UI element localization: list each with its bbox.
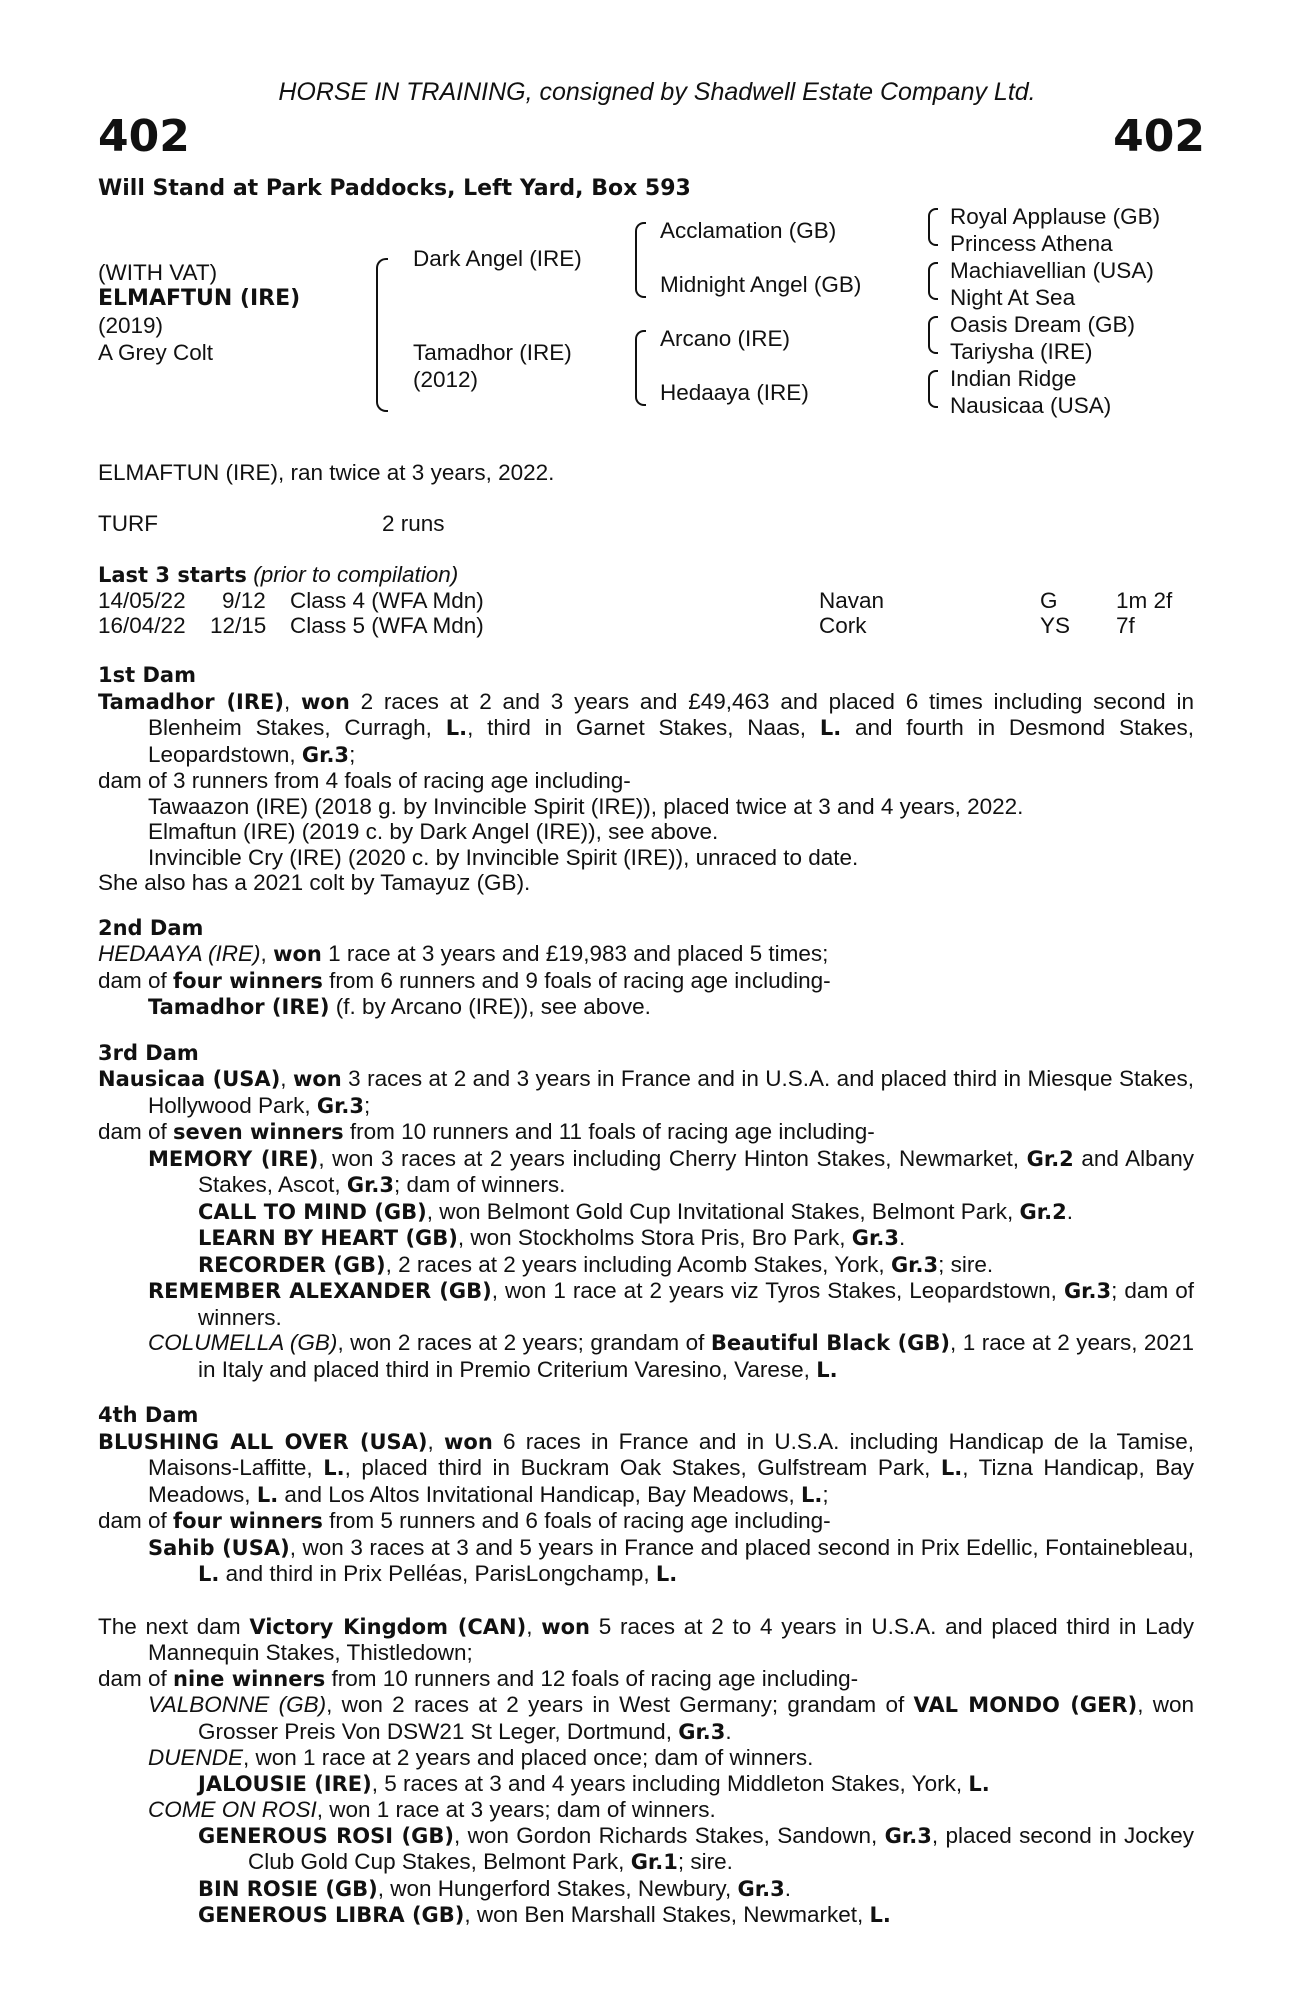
winners-count: four winners <box>173 1509 323 1533</box>
won-label: won <box>292 1067 342 1091</box>
pedigree-dam: Tamadhor (IRE) <box>413 340 572 365</box>
produce-item <box>98 1902 1194 1929</box>
produce-text: , won 2 races at 2 years in West Germany; grandam of <box>326 1692 914 1717</box>
produce-item <box>98 1146 1194 1199</box>
produce-note: She also has a 2021 colt by Tamayuz (GB). <box>98 870 531 895</box>
pedigree-dam-year: (2012) <box>413 367 479 392</box>
start-course: Cork <box>819 613 867 638</box>
produce-text: , won Gordon Richards Stakes, Sandown, <box>453 1822 885 1848</box>
produce-text: , placed second in Jockey Club Gold Cup Stakes, Belmont Park, <box>248 1822 1194 1874</box>
produce-name: GENEROUS ROSI (GB) <box>198 1823 454 1848</box>
produce-item <box>98 1771 1194 1798</box>
pedigree-brace-g2 <box>928 262 938 300</box>
punctuation: . <box>725 1718 732 1744</box>
produce-item <box>98 1692 1194 1745</box>
produce-name: GENEROUS LIBRA (GB) <box>198 1903 465 1927</box>
pedigree-brace-g4 <box>928 370 938 408</box>
text: dam of <box>98 1119 174 1144</box>
produce-item <box>98 1823 1194 1876</box>
group-label: Gr.1 <box>630 1850 678 1874</box>
produce-item <box>98 1745 1194 1771</box>
produce-text: (f. by Arcano (IRE)), see above. <box>329 994 651 1019</box>
start-going: YS <box>1040 613 1071 638</box>
dam-name: Tamadhor (IRE) <box>98 689 284 714</box>
winners-count: four winners <box>173 968 323 993</box>
record-text: , Tizna Handicap, Bay Meadows, <box>148 1455 1195 1507</box>
listed-label: L. <box>819 716 842 740</box>
won-label: won <box>301 689 350 714</box>
listed-label: L. <box>869 1903 891 1927</box>
last-starts-heading <box>98 562 458 589</box>
turf-runs: 2 runs <box>382 511 445 536</box>
fourth-dam-produce-summary <box>98 1508 1194 1535</box>
section-heading: 1st Dam <box>98 663 196 687</box>
produce-text: , 1 race at 2 years, 2021 in Italy and placed third in Premio Criterium Varesino, Varese, <box>198 1330 1194 1382</box>
pedigree-g3: Machiavellian (USA) <box>950 258 1154 283</box>
record-text: and Los Altos Invitational Handicap, Bay Meadows, <box>278 1481 801 1507</box>
produce-name: COME ON ROSI <box>148 1797 317 1822</box>
produce-text: , won Hungerford Stakes, Newbury, <box>377 1875 738 1901</box>
text: from 10 runners and 12 foals of racing age including- <box>325 1665 859 1691</box>
produce-text: , won 2 races at 2 years; grandam of <box>337 1330 711 1355</box>
winners-count: seven winners <box>173 1120 344 1144</box>
start-class: Class 5 (WFA Mdn) <box>290 613 484 638</box>
pedigree-dam-sire: Arcano (IRE) <box>660 326 791 351</box>
section-heading: 2nd Dam <box>98 915 204 940</box>
produce-text: , won Grosser Preis Von DSW21 St Leger, Dortmund, <box>198 1692 1195 1744</box>
second-dam-produce-summary <box>98 968 1194 995</box>
pedigree-g2: Princess Athena <box>950 231 1113 256</box>
dam-name: Victory Kingdom (CAN) <box>249 1614 527 1639</box>
pedigree-g4: Night At Sea <box>950 285 1076 310</box>
third-dam-section <box>98 1041 1194 1384</box>
section-heading: 3rd Dam <box>98 1040 199 1065</box>
vat-note: (WITH VAT) <box>98 260 218 285</box>
produce-item <box>98 1535 1194 1588</box>
text: dam of <box>98 1665 174 1691</box>
produce-text: , 5 races at 3 and 4 years including Middleton Stakes, York, <box>371 1770 969 1796</box>
listed-label: L. <box>323 1456 345 1480</box>
third-dam-record: Nausicaa (USA), won 3 races at 2 and 3 years in France and in U.S.A. and placed third in Miesque Stakes, Hollywood Park, Gr.3; <box>98 1066 1194 1118</box>
pedigree-sire-dam: Midnight Angel (GB) <box>660 272 862 297</box>
record-text: 5 races at 2 to 4 years in U.S.A. and placed third in Lady Mannequin Stakes, Thistledown; <box>148 1613 1194 1665</box>
first-dam-record: Tamadhor (IRE), won 2 races at 2 and 3 years and £49,463 and placed 6 times including second in Blenheim Stakes, Curragh, L., third in Garnet Stakes, Naas, L. and fourth in Desmond Stakes, Leopardstown, Gr.3; <box>98 688 1194 767</box>
punctuation: . <box>898 1225 906 1250</box>
text: from 10 runners and 11 foals of racing age including- <box>343 1119 875 1144</box>
produce-item <box>98 994 1194 1021</box>
produce-text: , 2 races at 2 years including Acomb Stakes, York, <box>385 1251 891 1277</box>
start-position: 9/12 <box>222 588 266 613</box>
third-dam-produce-summary <box>98 1119 1194 1146</box>
pedigree-brace-dam <box>635 330 646 406</box>
group-label: Gr.2 <box>1019 1199 1067 1224</box>
produce-item <box>98 1252 1194 1279</box>
consignment-header: HORSE IN TRAINING, consigned by Shadwell Estate Company Ltd. <box>278 78 1036 106</box>
produce-name: VALBONNE (GB) <box>148 1692 327 1717</box>
produce-name: CALL TO MIND (GB) <box>198 1199 427 1224</box>
start-course: Navan <box>819 588 885 613</box>
produce-item <box>98 1797 1194 1823</box>
pedigree-g5: Oasis Dream (GB) <box>950 312 1136 337</box>
pedigree-g7: Indian Ridge <box>950 366 1077 391</box>
produce-text: , won 1 race at 2 years viz Tyros Stakes, Leopardstown, <box>491 1278 1064 1303</box>
pedigree-g8: Nausicaa (USA) <box>950 393 1112 418</box>
group-label: Gr.3 <box>851 1226 899 1250</box>
group-label: Gr.3 <box>346 1173 395 1197</box>
produce-text: and third in Prix Pelléas, ParisLongchamp, <box>219 1561 656 1586</box>
second-dam-record: HEDAAYA (IRE), won 1 race at 3 years and £19,983 and placed 5 times; <box>98 941 829 966</box>
produce-text: ; sire. <box>938 1251 994 1277</box>
text: dam of <box>98 967 174 993</box>
family-text <box>98 663 1194 1929</box>
produce-text: , won 3 races at 2 years including Cherry Hinton Stakes, Newmarket, <box>318 1145 1027 1171</box>
produce-item: Invincible Cry (IRE) (2020 c. by Invincible Spirit (IRE)), unraced to date. <box>148 844 859 870</box>
record-text: 1 race at 3 years and £19,983 and placed 5 times; <box>321 941 829 966</box>
produce-text: , won 1 race at 2 years and placed once; dam of winners. <box>243 1745 814 1770</box>
record-text: , placed third in Buckram Oak Stakes, Gulfstream Park, <box>344 1455 941 1480</box>
pedigree-brace-g3 <box>928 316 938 354</box>
record-text: 3 races at 2 and 3 years in France and in U.S.A. and placed third in Miesque Stakes, Hollywood Park, <box>148 1066 1194 1118</box>
race-summary: ELMAFTUN (IRE), ran twice at 3 years, 2022. <box>98 460 555 485</box>
produce-item <box>98 1330 1194 1383</box>
group-label: Gr.3 <box>737 1876 785 1901</box>
text: from 5 runners and 6 foals of racing age including- <box>322 1508 831 1533</box>
listed-label: L. <box>816 1357 838 1382</box>
group-label: Gr.3 <box>884 1823 932 1848</box>
pedigree-g6: Tariysha (IRE) <box>950 339 1093 364</box>
turf-label: TURF <box>98 511 158 536</box>
section-heading: 4th Dam <box>98 1403 199 1427</box>
start-class: Class 4 (WFA Mdn) <box>290 588 484 613</box>
punctuation: . <box>784 1875 791 1901</box>
produce-text: , won Belmont Gold Cup Invitational Stakes, Belmont Park, <box>426 1198 1020 1224</box>
produce-item <box>98 1278 1194 1330</box>
produce-text: , won Stockholms Stora Pris, Bro Park, <box>457 1225 852 1250</box>
produce-name: BIN ROSIE (GB) <box>198 1876 378 1901</box>
start-date: 16/04/22 <box>98 613 186 638</box>
produce-item <box>98 1876 1194 1903</box>
produce-name: REMEMBER ALEXANDER (GB) <box>148 1279 492 1303</box>
last-starts-note: (prior to compilation) <box>253 562 459 587</box>
horse-name: ELMAFTUN (IRE) <box>98 286 301 311</box>
winners-count: nine winners <box>173 1666 326 1691</box>
last-starts-title: Last 3 starts <box>98 563 247 587</box>
produce-text: ; dam of winners. <box>394 1172 566 1197</box>
text: dam of <box>98 1508 174 1533</box>
group-label: Gr.3 <box>890 1252 939 1277</box>
pedigree-brace-main <box>376 258 388 412</box>
lot-number-left: 402 <box>98 111 190 162</box>
listed-label: L. <box>256 1482 279 1507</box>
produce-name: LEARN BY HEART (GB) <box>198 1226 458 1250</box>
second-dam-section <box>98 916 1194 1021</box>
next-dam-produce-summary <box>98 1666 1194 1693</box>
punctuation: . <box>1066 1198 1073 1224</box>
record-text: , third in Garnet Stakes, Naas, <box>467 715 820 740</box>
group-label: Gr.3 <box>301 742 350 767</box>
produce-name: Beautiful Black (GB) <box>710 1331 951 1355</box>
listed-label: L. <box>655 1562 678 1586</box>
horse-year: (2019) <box>98 313 164 338</box>
produce-name: COLUMELLA (GB) <box>148 1330 338 1355</box>
produce-name: Tamadhor (IRE) <box>148 995 330 1019</box>
text: The next dam <box>98 1613 250 1639</box>
pedigree-brace-g1 <box>928 208 938 246</box>
dam-name: BLUSHING ALL OVER (USA) <box>98 1429 428 1454</box>
group-label: Gr.2 <box>1026 1146 1074 1171</box>
won-label: won <box>541 1614 590 1639</box>
group-label: Gr.3 <box>678 1719 726 1744</box>
pedigree-dam-dam: Hedaaya (IRE) <box>660 380 809 405</box>
produce-name: MEMORY (IRE) <box>148 1146 319 1171</box>
start-distance: 7f <box>1116 613 1135 638</box>
produce-text: ; sire. <box>677 1849 733 1874</box>
pedigree-sire-sire: Acclamation (GB) <box>660 218 837 243</box>
punctuation: ; <box>822 1481 829 1507</box>
dam-name: HEDAAYA (IRE) <box>98 941 261 966</box>
punctuation: ; <box>349 741 356 767</box>
listed-label: L. <box>968 1771 990 1796</box>
produce-text: , won 1 race at 3 years; dam of winners. <box>316 1797 716 1822</box>
record-text: 2 races at 2 and 3 years and £49,463 and placed 6 times including second in Blenheim Stakes, Curragh, <box>148 688 1194 740</box>
start-position: 12/15 <box>210 613 267 638</box>
listed-label: L. <box>800 1482 823 1507</box>
lot-number-right: 402 <box>1113 111 1205 162</box>
listed-label: L. <box>198 1562 220 1586</box>
produce-item <box>98 1199 1194 1226</box>
text: from 6 runners and 9 foals of racing age including- <box>322 967 831 993</box>
listed-label: L. <box>445 716 468 740</box>
first-dam-produce-summary: dam of 3 runners from 4 foals of racing age including- <box>98 768 631 793</box>
record-text: and fourth in Desmond Stakes, Leopardstown, <box>148 715 1194 767</box>
won-label: won <box>444 1429 493 1454</box>
produce-item: Elmaftun (IRE) (2019 c. by Dark Angel (IRE)), see above. <box>148 819 719 844</box>
produce-text: , won 3 races at 3 and 5 years in France and placed second in Prix Edellic, Fontainebleau, <box>289 1534 1194 1560</box>
group-label: Gr.3 <box>316 1093 365 1118</box>
fourth-dam-record: BLUSHING ALL OVER (USA), won 6 races in France and in U.S.A. including Handicap de la Tamise, Maisons-Laffitte, L., placed third in Buckram Oak Stakes, Gulfstream Park, L., Tizna Handicap, Bay Meadows, L. and Los Altos Invitational Handicap, Bay Meadows, L.; <box>98 1428 1195 1507</box>
horse-description: A Grey Colt <box>98 340 214 365</box>
produce-item: Tawaazon (IRE) (2018 g. by Invincible Spirit (IRE)), placed twice at 3 and 4 years, 2022. <box>148 793 1024 819</box>
stable-location: Will Stand at Park Paddocks, Left Yard, Box 593 <box>98 176 691 201</box>
punctuation: ; <box>364 1092 371 1118</box>
won-label: won <box>273 942 322 966</box>
produce-name: VAL MONDO (GER) <box>913 1693 1138 1717</box>
produce-name: JALOUSIE (IRE) <box>198 1771 372 1796</box>
listed-label: L. <box>940 1456 963 1480</box>
produce-name: RECORDER (GB) <box>198 1252 386 1277</box>
next-dam-section <box>98 1614 1194 1929</box>
produce-text: ; dam of winners. <box>198 1278 1194 1330</box>
start-going: G <box>1040 588 1058 613</box>
pedigree-brace-sire <box>635 222 646 298</box>
first-dam-section <box>98 663 1194 896</box>
produce-name: Sahib (USA) <box>148 1535 290 1560</box>
pedigree-g1: Royal Applause (GB) <box>950 204 1161 229</box>
produce-text: and Albany Stakes, Ascot, <box>198 1145 1194 1197</box>
produce-name: DUENDE <box>148 1745 244 1770</box>
start-distance: 1m 2f <box>1116 588 1173 613</box>
produce-item <box>98 1225 1194 1252</box>
pedigree-sire: Dark Angel (IRE) <box>413 246 582 271</box>
group-label: Gr.3 <box>1063 1279 1112 1303</box>
dam-name: Nausicaa (USA) <box>98 1067 281 1091</box>
record-text: 6 races in France and in U.S.A. including Handicap de la Tamise, Maisons-Laffitte, <box>148 1428 1194 1480</box>
produce-text: , won Ben Marshall Stakes, Newmarket, <box>464 1902 870 1927</box>
fourth-dam-section <box>98 1403 1194 1588</box>
start-date: 14/05/22 <box>98 588 186 613</box>
next-dam-record: The next dam Victory Kingdom (CAN), won 5 races at 2 to 4 years in U.S.A. and placed third in Lady Mannequin Stakes, Thistledown; <box>98 1613 1194 1665</box>
